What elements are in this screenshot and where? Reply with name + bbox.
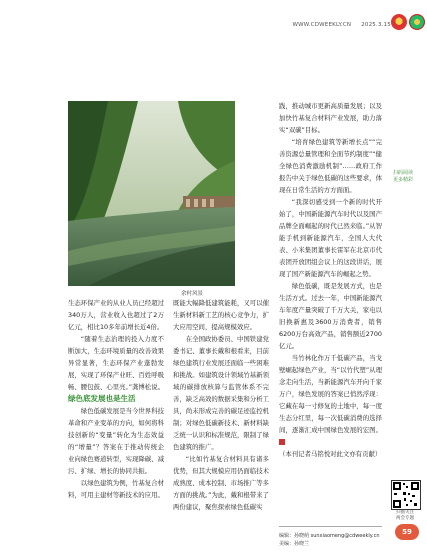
qr-caption-line: 扫描关注 [396,510,414,515]
badge-icon [409,14,425,30]
paragraph: 生态环保产业的从业人员已经超过340万人，营业收入也超过了2万亿元，相比10多年前增长近4倍。 [68,299,164,331]
side-note [386,170,420,184]
designer-credit: 美编：孙晓兰 [279,541,310,547]
article-column-2 [173,297,269,513]
footer-divider [279,526,382,527]
paragraph: “比如竹基复合材料具有诸多优势，但其大规模应用仍面临技术成熟度、成本控制、市场推广等多方面的挑战。”为此，戴和根带来了两份建议，聚焦探索绿色低碳实 [173,455,269,511]
paragraph: “培育绿色建筑等新增长点”“完善资源总量管理和全面节约制度”“健全绿色消费激励机制”……政府工作报告中关于绿色低碳的这些要求，体现在日常生活的方方面面。 [279,138,382,194]
issue-date: 2025.3.15 [361,22,391,28]
site-url: WWW.CDWEEKLY.CN [292,22,352,28]
source-note: （本刊记者马铭悦对此文亦有贡献） [279,450,382,458]
page-number: 59 [395,524,419,540]
side-note-line: 扫码阅读 [392,170,413,176]
paragraph: 在全国政协委员、中国铁建党委书记、董事长戴和根看来，目前绿色建筑行业发展还面临一些困难和挑战。如建筑设计领域竹基新领域的碳排放核算与监管体系不完善，缺乏高效的数据采集和分析工具，尚未形成完善的碳足迹监控机制；对绿色低碳新技术、新材料缺乏统一认识和标准规范，限制了绿色建筑的推广。 [173,335,269,451]
paragraph: 绿色低碳，既是发展方式，也是生活方式。过去一年，中国新能源汽车年度产量突破了千万大关，家电以旧换新惠及3600万消费者，销售6200万台高效产品，销售额近2700亿元。 [279,282,382,350]
page-header [284,22,391,28]
landscape-photo [68,101,235,286]
article-column-3 [279,100,382,460]
paragraph: “随着生态治理的投入力度不断加大，生态环境质量的改善效果异常显著，生态环保产业蓬勃发展，实现了环保产业旺、百姓呼吸畅、腰包鼓、心里亮。”龚博松说。 [68,335,164,391]
page-footer [279,532,380,548]
paragraph: “我深切感受到一个新的时代开始了，中国新能源汽车时代以及国产品牌全面崛起的时代已然来临。”从智能手机到新能源汽车，全国人大代表、小米集团董事长雷军在北京市代表团开放团组会议上的这段讲话，展现了国产新能源汽车的崛起之势。 [279,198,382,278]
qr-caption [386,510,424,522]
paragraph-text: 当竹林化作万千低碳产品，当戈壁崛起绿色产业，当“以竹代塑”从理念走向生活，当新能源汽车开向千家万户，绿色发展的答案已悄然浮现：它藏在每一寸修复的土地中，每一度生态分红里，每一次低碳消费的选择间，逐渐汇成中国绿色发展的宏图。 [279,354,382,434]
photo-caption: 余村风景 [181,291,204,297]
paragraph: 绿色低碳发展是当今世界科技革命和产业变革的方向，如何将科技创新的“变量”转化为生态效益的“增量”？答案在于推动传统企业向绿色赛道转型，实现降碳、减污、扩绿、增长的协同共振。 [68,407,164,475]
qr-caption-line: 两会专题 [396,516,414,521]
paragraph: 践，推动城市更新高质量发展；以及加快竹基复合材料产业发展，助力落实“双碳”目标。 [279,102,382,134]
side-note-line: 更多精彩 [392,177,413,183]
paragraph [279,352,382,448]
end-mark-icon [279,439,285,445]
qr-code-icon[interactable] [391,480,421,510]
section-heading: 绿色底发展也是生活 [68,394,136,403]
paragraph: 以绿色建筑为例，竹基复合材料，可用主建材等新技术的应用。 [68,479,164,499]
editor-credit: 编辑：孙晓萌 sunxiaomeng@cdweekly.cn [279,533,380,539]
emblem-icon [391,14,407,30]
article-column-1 [68,297,164,501]
river-landscape-image [68,101,235,286]
paragraph: 既能大幅降低建筑能耗，又可以催生新材料新工艺的核心竞争力，扩大应用空间，提高规模效应。 [173,299,269,331]
